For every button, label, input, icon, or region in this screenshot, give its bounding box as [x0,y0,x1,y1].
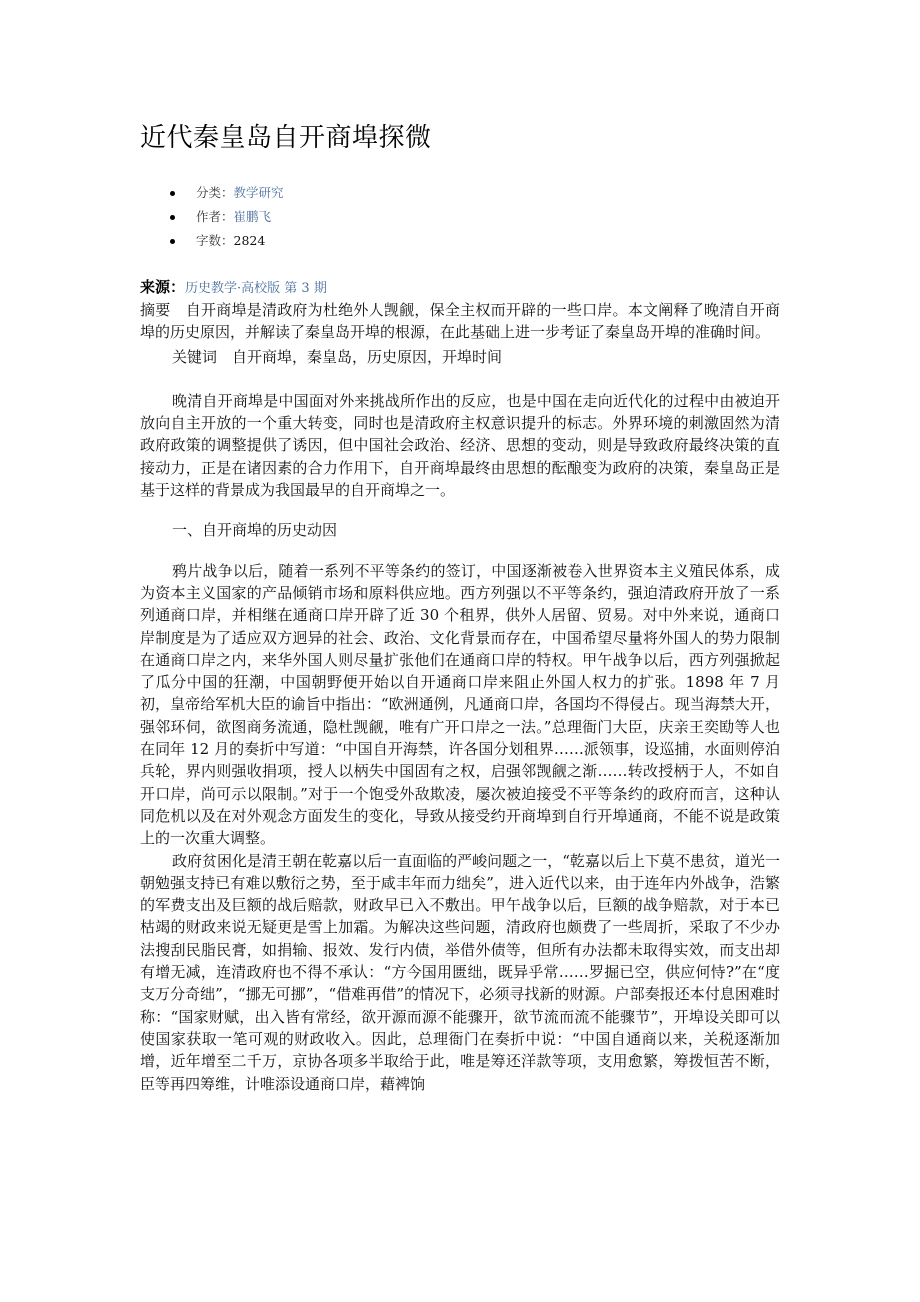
section-heading: 一、自开商埠的历史动因 [172,521,338,540]
meta-word-count [170,229,284,253]
article-source [140,276,327,297]
body-paragraph-2: 政府贫困化是清王朝在乾嘉以后一直面临的严峻问题之一，“乾嘉以后上下莫不患贫，道光一朝勉强支持已有难以敷衍之势，至于咸丰年而力绌矣”，进入近代以来，由于连年内外战争，浩繁的军费支出及巨额的战后赔款，财政早已入不敷出。甲午战争以后，巨额的战争赔款，对于本已枯竭的财政来说无疑更是雪上加霜。为解决这些问题，清政府也颇费了一些周折，采取了不少办法搜刮民脂民膏，如捐输、报效、发行内债，举借外债等，但所有办法都未取得实效，而支出却有增无减，连清政府也不得不承认：“方今国用匮绌，既异乎常……罗掘已空，供应何恃?”在“度支万分奇绌”，“挪无可挪”，“借难再借”的情况下，必须寻找新的财源。户部奏报还本付息困难时称：“国家财赋，出入皆有常经，欲开源而源不能骤开，欲节流而流不能骤节”，开埠设关即可以使国家获取一笔可观的财政收入。因此，总理衙门在奏折中说：“中国自通商以来，关税逐渐加增，近年增至二千万，京协各项多半取给于此，唯是筹还洋款等项，支用愈繁，筹拨恒苦不断，臣等再四筹维，计唯添设通商口岸，藉裨饷 [140,851,780,1093]
article-meta-list [170,181,284,253]
article-title: 近代秦皇岛自开商埠探微 [140,123,432,153]
source-link[interactable]: 历史教学·高校版 第 3 期 [185,281,327,296]
meta-author [170,205,284,229]
meta-category [170,181,284,205]
word-count-value: 2824 [233,233,266,248]
meta-category-label: 分类： [196,185,234,200]
meta-word-count-label: 字数： [196,233,234,248]
abstract-paragraph: 摘要 自开商埠是清政府为杜绝外人觊觎，保全主权而开辟的一些口岸。本文阐释了晚清自开商埠的历史原因，并解读了秦皇岛开埠的根源，在此基础上进一步考证了秦皇岛开埠的准确时间。 [140,301,780,342]
article-body [140,299,780,1095]
intro-paragraph: 晚清自开商埠是中国面对外来挑战所作出的反应，也是中国在走向近代化的过程中由被迫开放向自主开放的一个重大转变，同时也是清政府主权意识提升的标志。外界环境的刺激固然为清政府政策的调整提供了诱因，但中国社会政治、经济、思想的变动，则是导致政府最终决策的直接动力，正是在诸因素的合力作用下，自开商埠最终由思想的酝酿变为政府的决策，秦皇岛正是基于这样的背景成为我国最早的自开商埠之一。 [140,391,780,500]
category-link[interactable]: 教学研究 [233,185,284,200]
body-paragraph-1: 鸦片战争以后，随着一系列不平等条约的签订，中国逐渐被卷入世界资本主义殖民体系，成为资本主义国家的产品倾销市场和原料供应地。西方列强以不平等条约，强迫清政府开放了一系列通商口岸，并相继在通商口岸开辟了近 30 个租界，供外人居留、贸易。对中外来说，通商口岸制度是为了适应双方迥异的社会、政治、文化背景而存在，中国希望尽量将外国人的势力限制在通商口岸之内，来华外国人则尽量扩张他们在通商口岸的特权。甲午战争以后，西方列强掀起了瓜分中国的狂潮，中国朝野便开始以自开通商口岸来阻止外国人权力的扩张。1898 年 7 月初，皇帝给军机大臣的谕旨中指出：“欧洲通例，凡通商口岸，各国均不得侵占。现当海禁大开，强邻环伺，欲图商务流通，隐杜觊觎，唯有广开口岸之一法。”总理衙门大臣，庆亲王奕劻等人也在同年 12 月的奏折中写道：“中国自开海禁，许各国分划租界……派领事，设巡捕，水面则停泊兵轮，界内则强收捐项，授人以柄失中国固有之权，启强邻觊觎之渐……转改授柄于人，不如自开口岸，尚可示以限制。”对于一个饱受外敌欺凌，屡次被迫接受不平等条约的政府而言，这种认同危机以及在对外观念方面发生的变化，导致从接受约开商埠到自行开埠通商，不能不说是政策上的一次重大调整。 [140,561,780,848]
source-label: 来源： [140,278,186,296]
meta-author-label: 作者： [196,209,234,224]
author-link[interactable]: 崔鹏飞 [233,209,272,224]
keywords-paragraph: 关键词 自开商埠，秦皇岛，历史原因，开埠时间 [172,347,503,366]
